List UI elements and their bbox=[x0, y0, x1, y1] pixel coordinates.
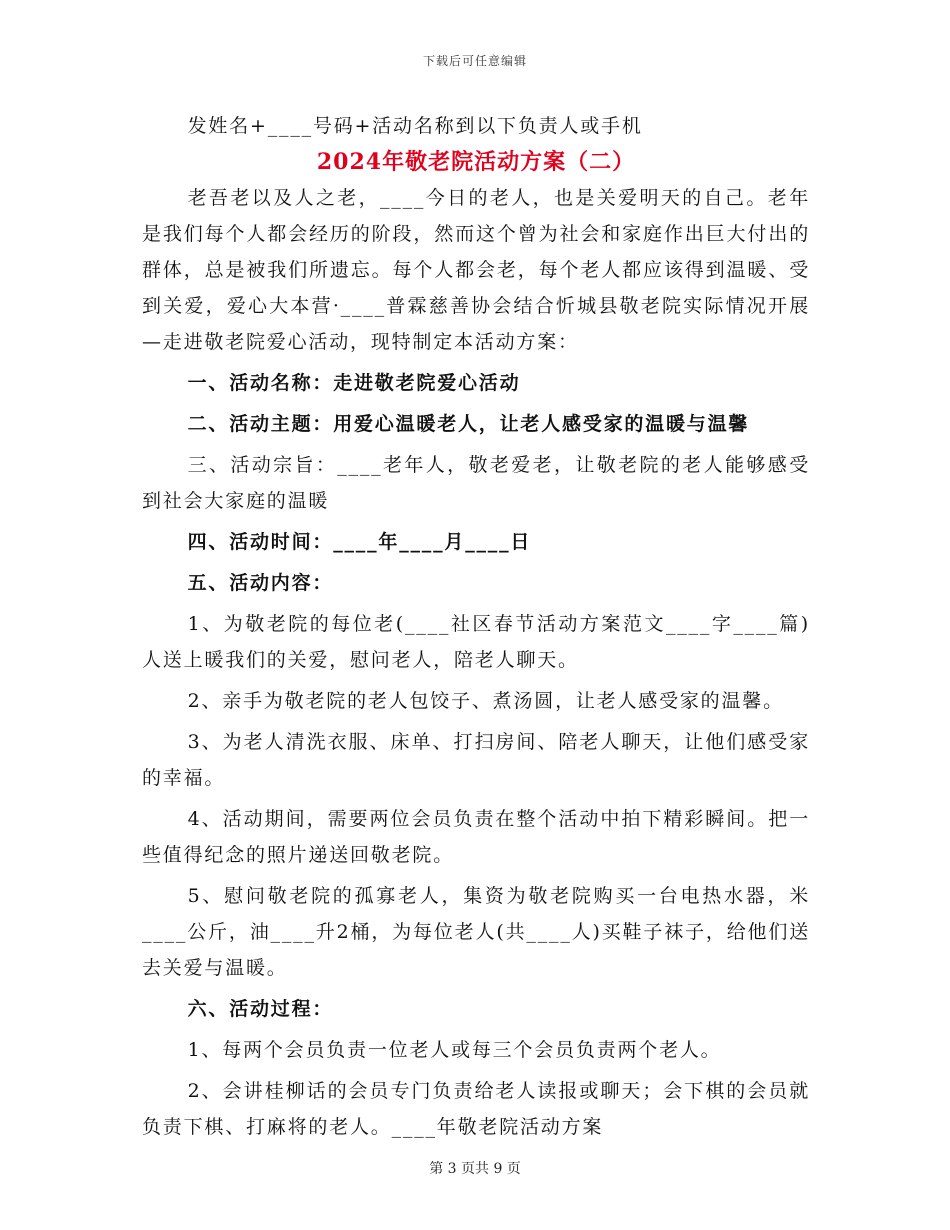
content-item-4: 4、活动期间，需要两位会员负责在整个活动中拍下精彩瞬间。把一些值得纪念的照片递送回敬老院。 bbox=[142, 808, 810, 866]
intro-paragraph: 老吾老以及人之老，____今日的老人，也是关爱明天的自己。老年是我们每个人都会经历的阶段，然而这个曾为社会和家庭作出巨大付出的群体，总是被我们所遗忘。每个人都会老，每个老人都应该得到温暖、受到关爱，爱心大本营·____普霖慈善协会结合忻城县敬老院实际情况开展—走进敬老院爱心活动，现特制定本活动方案： bbox=[142, 187, 810, 353]
section-activity-time: 四、活动时间：____年____月____日 bbox=[187, 531, 532, 553]
section-activity-name: 一、活动名称：走进敬老院爱心活动 bbox=[187, 372, 521, 394]
intro-line: 发姓名+____号码+活动名称到以下负责人或手机 bbox=[187, 115, 643, 137]
content-item-2: 2、亲手为敬老院的老人包饺子、煮汤圆，让老人感受家的温馨。 bbox=[187, 690, 784, 712]
document-title: 2024年敬老院活动方案（二） bbox=[316, 149, 636, 175]
section-activity-content: 五、活动内容： bbox=[187, 572, 334, 594]
document-body bbox=[142, 108, 810, 1145]
page-footer: 第 3 页共 9 页 bbox=[429, 1161, 521, 1177]
content-item-3: 3、为老人清洗衣服、床单、打扫房间、陪老人聊天，让他们感受家的幸福。 bbox=[142, 731, 810, 789]
process-item-2: 2、会讲桂柳话的会员专门负责给老人读报或聊天；会下棋的会员就负责下棋、打麻将的老人。____年敬老院活动方案 bbox=[142, 1080, 810, 1138]
section-activity-theme: 二、活动主题：用爱心温暖老人，让老人感受家的温暖与温馨 bbox=[187, 413, 750, 435]
content-item-5: 5、慰问敬老院的孤寡老人，集资为敬老院购买一台电热水器，米____公斤，油____升2桶，为每位老人(共____人)买鞋子袜子，给他们送去关爱与温暖。 bbox=[142, 885, 810, 979]
section-activity-process: 六、活动过程： bbox=[187, 998, 334, 1020]
content-item-1: 1、为敬老院的每位老(____社区春节活动方案范文____字____篇)人送上暖我们的关爱，慰问老人，陪老人聊天。 bbox=[142, 613, 810, 671]
process-item-1: 1、每两个会员负责一位老人或每三个会员负责两个老人。 bbox=[187, 1039, 722, 1061]
section-activity-purpose: 三、活动宗旨：____老年人，敬老爱老，让敬老院的老人能够感受到社会大家庭的温暖 bbox=[142, 454, 810, 512]
page-header: 下载后可任意编辑 bbox=[422, 54, 527, 68]
